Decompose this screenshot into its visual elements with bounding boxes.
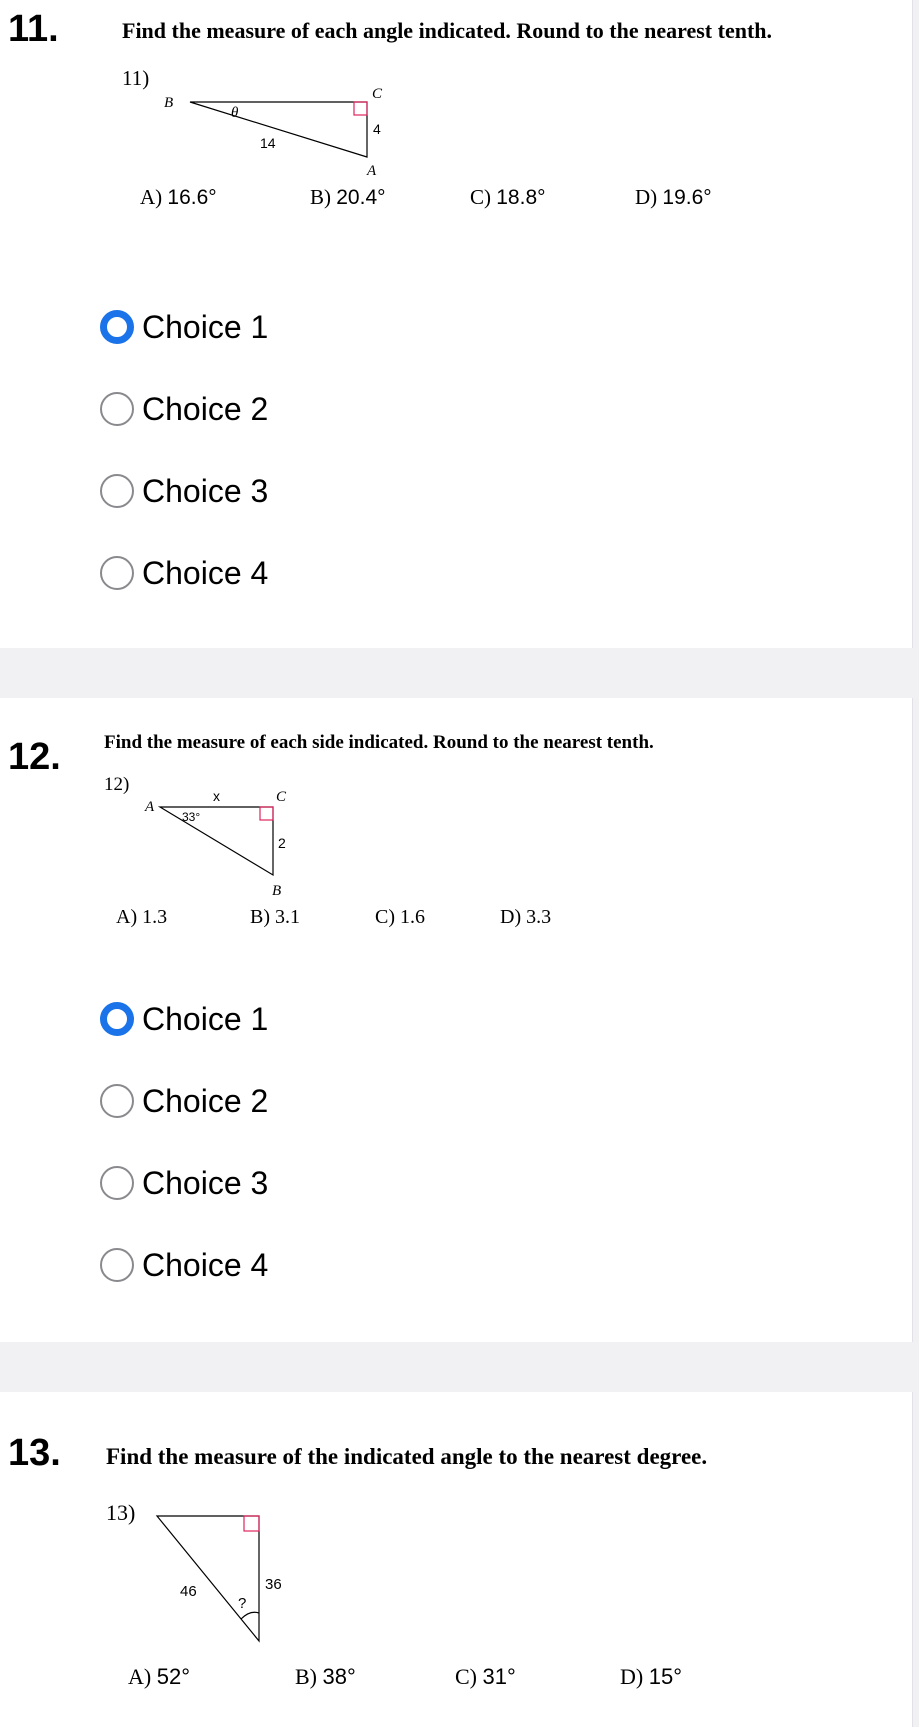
side-label: 36 <box>265 1576 282 1593</box>
angle-arc <box>241 1612 259 1619</box>
choice-label: Choice 1 <box>142 1000 269 1037</box>
radio-button[interactable] <box>100 474 134 508</box>
answer-letter: A) <box>128 1664 152 1689</box>
answer-value: 20.4° <box>336 186 386 209</box>
answer-value: 18.8° <box>496 186 546 209</box>
choice-4-option[interactable] <box>100 1243 360 1287</box>
answer-value: 38° <box>322 1664 356 1689</box>
radio-button[interactable] <box>100 310 134 344</box>
question-12-card <box>0 698 913 1342</box>
vertex-label-a: A <box>145 799 155 815</box>
hypotenuse-label: 14 <box>260 135 276 151</box>
choice-label: Choice 3 <box>142 1164 269 1201</box>
answer-letter: A) <box>116 906 138 928</box>
question-number: 13. <box>8 1432 61 1474</box>
answer-option <box>375 906 425 929</box>
answer-letter: B) <box>295 1664 317 1689</box>
answer-value: 15° <box>648 1664 682 1689</box>
question-prompt: Find the measure of each side indicated. Round to the nearest tenth. <box>104 732 654 753</box>
answer-letter: D) <box>635 185 658 209</box>
question-11-card <box>0 0 913 648</box>
vertex-label-b: B <box>272 883 282 899</box>
question-prompt: Find the measure of the indicated angle to the nearest degree. <box>106 1444 708 1469</box>
right-angle-mark <box>354 102 367 115</box>
question-prompt: Find the measure of each angle indicated. Round to the nearest tenth. <box>122 18 773 43</box>
triangle-shape <box>160 807 273 875</box>
choice-1-option[interactable] <box>100 305 360 349</box>
sub-label: 11) <box>122 66 150 90</box>
sub-label: 13) <box>106 1500 136 1525</box>
answer-letter: C) <box>455 1664 477 1689</box>
radio-button[interactable] <box>100 1084 134 1118</box>
triangle-shape <box>157 1516 259 1641</box>
choice-label: Choice 2 <box>142 390 269 427</box>
answer-option <box>250 906 300 929</box>
answer-value: 1.6 <box>400 906 425 928</box>
question-number: 11. <box>8 8 59 50</box>
answer-option <box>128 1664 190 1690</box>
answer-option <box>310 185 386 210</box>
answer-value: 3.3 <box>526 906 552 928</box>
answer-letter: B) <box>310 185 331 209</box>
vertex-label-a: A <box>367 163 377 179</box>
answer-value: 3.1 <box>275 906 300 928</box>
triangle-shape <box>190 102 367 157</box>
choice-1-option[interactable] <box>100 997 360 1041</box>
answer-value: 1.3 <box>142 906 168 928</box>
answer-option <box>620 1664 682 1690</box>
answer-option <box>116 906 167 929</box>
answer-letter: B) <box>250 906 270 928</box>
triangle-figure <box>0 0 420 185</box>
angle-label: ? <box>238 1595 247 1612</box>
radio-button[interactable] <box>100 1002 134 1036</box>
question-number: 12. <box>8 736 61 778</box>
right-angle-mark <box>244 1516 259 1531</box>
angle-label: 33° <box>182 810 201 824</box>
hypotenuse-label: 46 <box>180 1583 197 1600</box>
answer-letter: A) <box>140 185 163 209</box>
answer-option <box>635 185 712 210</box>
answer-option <box>295 1664 356 1690</box>
choice-4-option[interactable] <box>100 551 360 595</box>
vertex-label-c: C <box>276 789 287 805</box>
right-angle-mark <box>260 807 273 820</box>
choice-2-option[interactable] <box>100 1079 360 1123</box>
choice-label: Choice 3 <box>142 472 269 509</box>
vertex-label-b: B <box>164 95 174 111</box>
answer-value: 19.6° <box>662 186 712 209</box>
radio-button[interactable] <box>100 1166 134 1200</box>
choice-3-option[interactable] <box>100 1161 360 1205</box>
answer-option <box>500 906 551 929</box>
vertex-label-c: C <box>372 86 383 102</box>
angle-label: θ <box>231 105 239 121</box>
answer-value: 16.6° <box>167 186 217 209</box>
radio-button[interactable] <box>100 392 134 426</box>
answer-letter: C) <box>375 906 395 928</box>
answer-option <box>140 185 217 210</box>
top-side-label: x <box>213 788 220 804</box>
answer-letter: D) <box>500 906 522 928</box>
answer-option <box>455 1664 516 1690</box>
triangle-figure <box>0 1392 320 1652</box>
triangle-figure <box>0 698 320 908</box>
choice-2-option[interactable] <box>100 387 360 431</box>
question-13-card <box>0 1392 913 1727</box>
answer-letter: C) <box>470 185 491 209</box>
choice-label: Choice 2 <box>142 1082 269 1119</box>
answer-letter: D) <box>620 1664 644 1689</box>
choice-label: Choice 1 <box>142 308 269 345</box>
side-label: 4 <box>373 121 381 137</box>
radio-button[interactable] <box>100 1248 134 1282</box>
choice-3-option[interactable] <box>100 469 360 513</box>
radio-button[interactable] <box>100 556 134 590</box>
sub-label: 12) <box>104 774 130 795</box>
answer-option <box>470 185 546 210</box>
side-label: 2 <box>278 835 286 851</box>
answer-value: 31° <box>482 1664 516 1689</box>
choice-label: Choice 4 <box>142 554 269 591</box>
choice-label: Choice 4 <box>142 1246 269 1283</box>
answer-value: 52° <box>156 1664 190 1689</box>
